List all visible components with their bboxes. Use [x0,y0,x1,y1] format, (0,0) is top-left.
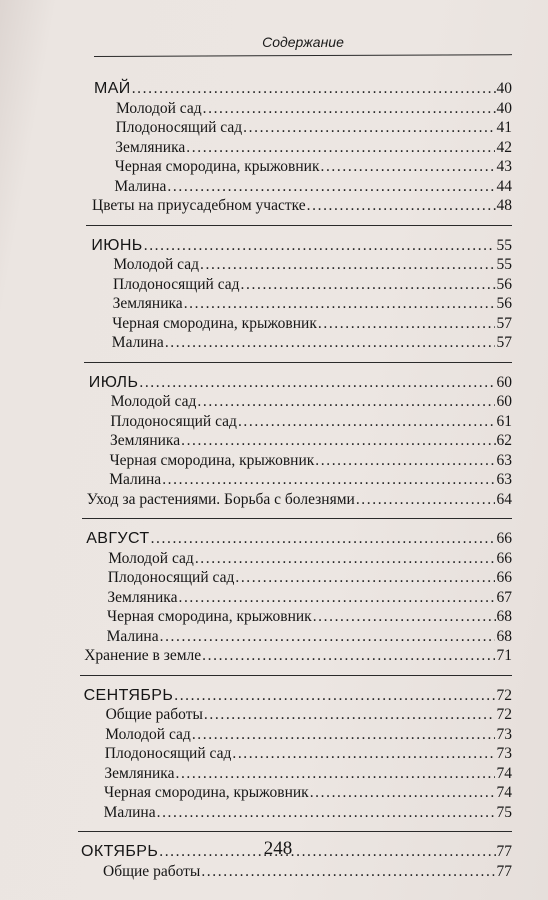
toc-page-number: 63 [496,451,512,469]
toc-entry-title: Малина [111,334,164,351]
dot-leader [165,334,496,352]
dot-leader [181,432,495,450]
toc-entry [116,119,512,137]
toc-entry [107,608,512,626]
dot-leader [315,452,495,470]
toc-entry-title: Земляника [112,295,183,312]
toc-entry-title: Молодой сад [105,725,191,743]
toc-entry-title: Малина [109,471,162,488]
toc-page-number: 71 [496,647,512,664]
toc-entry-title: Черная смородина, крыжовник [107,608,312,625]
toc-entry-title: Цветы на приусадебном участке [92,197,306,214]
toc-entry-title: Общие работы [103,862,201,880]
toc-entry [114,178,512,196]
dot-leader [184,295,496,313]
toc-entry [87,491,512,509]
dot-leader [186,139,495,157]
dot-leader [174,687,495,705]
dot-leader [201,863,495,881]
dot-leader [307,197,496,215]
dot-leader [195,550,496,568]
dot-leader [318,315,496,333]
toc-entry-title: Малина [114,177,167,195]
toc-entry-title: ОКТЯБРЬ [81,843,159,860]
dot-leader [144,237,496,255]
dot-leader [202,647,495,665]
toc-entry-title: Черная смородина, крыжовник [109,451,315,469]
toc-page-number: 66 [496,549,512,567]
dot-leader [159,843,495,861]
toc-entry [105,726,512,744]
toc-page-number: 77 [496,862,512,880]
toc-entry [107,589,512,607]
dot-leader [175,765,495,783]
toc-entry [112,315,512,333]
dot-leader [197,393,495,411]
toc-entry-title: Малина [103,803,156,821]
toc-entry-title: Земляника [115,138,186,156]
toc-entry-title: ИЮНЬ [91,236,143,254]
toc-entry [110,413,512,431]
dot-leader [157,804,496,822]
toc-entry-title: Черная смородина, крыжовник [104,784,309,801]
dot-leader [356,491,496,509]
toc-page-number: 55 [496,236,512,254]
toc-entry-title: МАЙ [94,80,131,97]
toc-entry [115,139,512,157]
toc-month-heading [91,237,512,255]
toc-page-number: 55 [496,256,512,273]
toc-page-number: 60 [496,393,512,410]
dot-leader [313,608,496,626]
toc-entry-title: Молодой сад [113,256,200,273]
toc-entry [104,765,512,783]
toc-entry-title: Молодой сад [108,549,194,567]
dot-leader [167,178,495,196]
toc-entry-title: СЕНТЯБРЬ [83,686,174,704]
toc-entry-title: Молодой сад [116,99,202,117]
dot-leader [160,628,496,646]
toc-page-number: 57 [496,314,512,332]
dot-leader [178,589,495,607]
toc-entry [111,393,512,411]
toc-month-heading [86,530,512,548]
toc-page-number: 73 [496,745,512,762]
toc-entry-title: Уход за растениями. Борьба с болезнями [86,490,355,508]
toc-page-number: 48 [496,197,512,214]
section-divider [84,362,512,363]
toc-entry-title: Хранение в земле [84,647,202,664]
toc-entry [113,256,512,274]
toc-page-number: 42 [496,138,512,156]
toc-page-number: 43 [496,158,512,175]
toc-entry-title: Плодоносящий сад [104,745,232,762]
toc-entry [103,863,512,881]
dot-leader [241,276,496,294]
toc-page-number: 68 [496,608,512,625]
toc-page-number: 77 [496,843,512,860]
toc-entry-title: Плодоносящий сад [115,119,243,136]
dot-leader [235,569,495,587]
toc-entry [108,550,512,568]
toc-page-number: 63 [496,471,512,488]
toc-entry-title: Плодоносящий сад [110,412,237,430]
page-number: 248 [263,838,293,859]
dot-leader [243,119,495,137]
dot-leader [203,100,496,118]
dot-leader [232,745,495,763]
dot-leader [238,413,496,431]
toc-page-number: 72 [496,706,512,723]
toc-entry-title: Земляника [107,588,178,606]
toc-entry [110,432,512,450]
toc-page-number: 66 [496,569,512,586]
toc-entry [108,569,512,587]
section-divider [86,225,512,226]
toc-page-number: 61 [496,412,512,430]
toc-entry-title: Малина [106,627,159,645]
dot-leader [139,374,495,392]
toc-page-number: 62 [496,432,512,449]
toc-page-number: 74 [496,784,512,801]
toc-page-number: 64 [496,490,512,508]
toc-page-number: 74 [496,764,512,782]
toc-entry [113,295,512,313]
section-divider [78,831,512,832]
toc-entry [105,745,512,763]
toc-entry-title: Земляника [104,764,175,782]
toc-page-number: 60 [496,373,512,391]
toc-entry [104,804,512,822]
section-divider [80,675,512,676]
toc-entry-title: Земляника [110,432,181,449]
toc-page-number: 66 [496,530,512,547]
toc-entry-title: Общие работы [105,706,203,723]
toc-page-number: 40 [496,99,512,117]
toc-page-number: 57 [496,334,512,351]
toc-page-number: 72 [496,686,512,704]
dot-leader [204,706,496,724]
toc-entry [115,158,512,176]
toc-month-heading [89,374,512,392]
section-divider [82,518,512,519]
toc-entry-title: Молодой сад [110,393,197,410]
toc-month-heading [84,687,512,705]
dot-leader [132,80,496,98]
toc-page-number: 73 [496,725,512,743]
toc-entry-title: Плодоносящий сад [107,569,235,586]
toc-page-number: 56 [496,275,512,293]
dot-leader [310,784,496,802]
toc-entry [107,628,512,646]
running-head: Содержание [262,34,344,50]
toc-page-number: 41 [496,119,512,136]
toc-page-number: 75 [496,803,512,821]
toc-entry [84,647,512,665]
dot-leader [192,726,496,744]
toc-entry-title: Черная смородина, крыжовник [112,314,317,332]
toc-entry [106,706,512,724]
toc-entry [110,452,512,470]
toc-entry-title: ИЮЛЬ [88,373,139,391]
toc-page-number: 40 [496,80,512,97]
toc-entry [109,471,512,489]
toc-entry-title: АВГУСТ [86,530,150,547]
dot-leader [320,158,495,176]
dot-leader [200,256,495,274]
toc-entry [92,197,512,215]
toc-page-number: 68 [496,627,512,645]
toc-month-heading [94,80,512,98]
toc-entry-title: Черная смородина, крыжовник [114,158,320,175]
dot-leader [151,530,496,548]
toc-entry [104,784,512,802]
dot-leader [162,471,495,489]
toc-entry-title: Плодоносящий сад [113,275,240,293]
toc-page-number: 44 [496,177,512,195]
toc-entry [112,334,512,352]
toc-entry [113,276,512,294]
toc-page-number: 56 [496,295,512,312]
toc-entry [116,100,512,118]
toc-page-number: 67 [496,588,512,606]
